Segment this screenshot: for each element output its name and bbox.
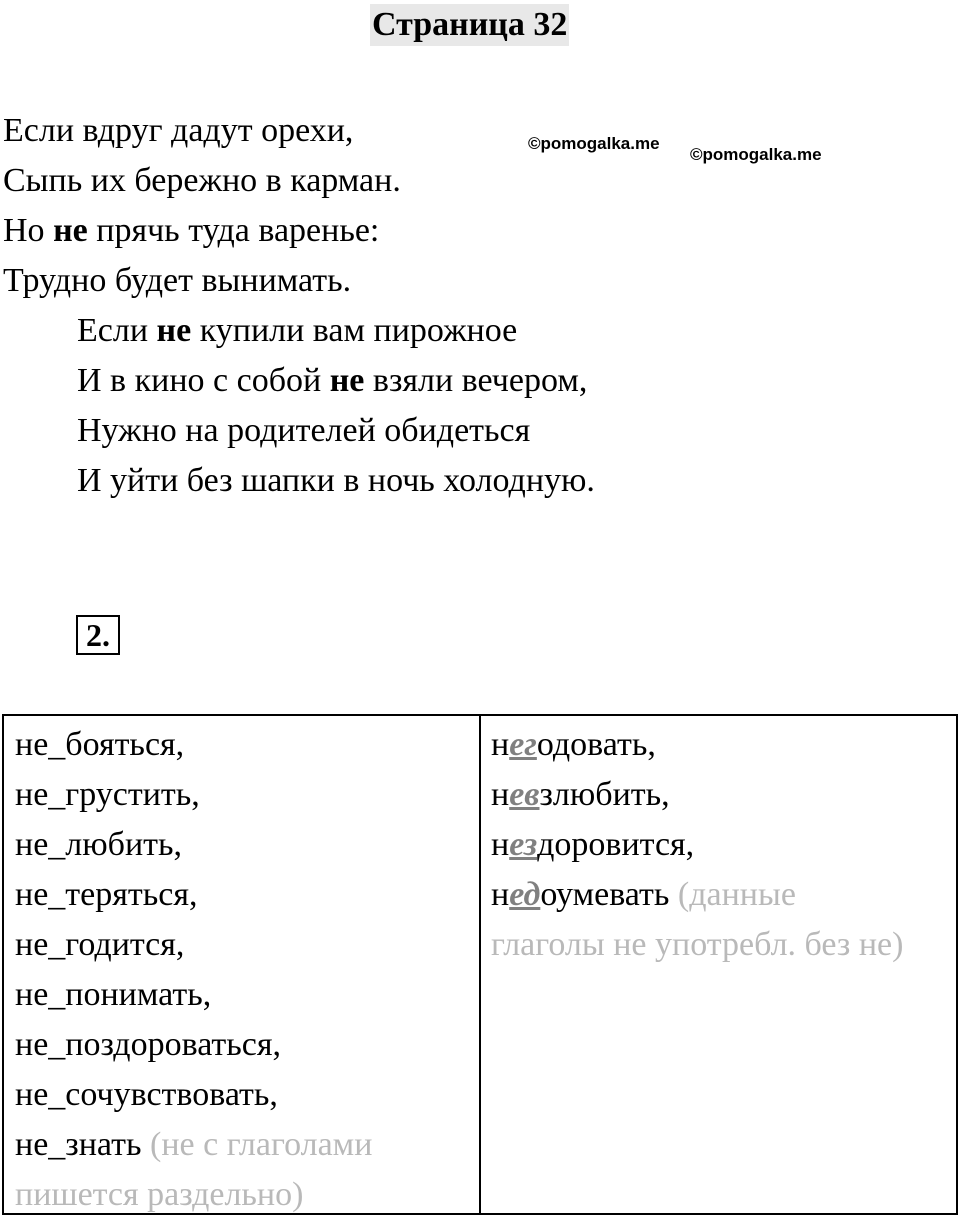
rule-note: глаголы не употребл. без не) (491, 926, 904, 963)
poem-line: Если не купили вам пирожное (77, 312, 518, 349)
table-row: не_любить, (15, 826, 183, 863)
table-row: не_грустить, (15, 776, 200, 813)
table-column-together (481, 716, 956, 1213)
poem-line: Если вдруг дадут орехи, (3, 112, 354, 149)
task-number: 2. (76, 615, 120, 655)
watermark: ©pomogalka.me (528, 134, 660, 153)
poem-line: И уйти без шапки в ночь холодную. (77, 462, 595, 499)
highlighted-letters: ед (509, 876, 541, 913)
table-row: не_поздороваться, (15, 1026, 282, 1063)
poem-line: И в кино с собой не взяли вечером, (77, 362, 588, 399)
page-title: Страница 32 (370, 4, 569, 46)
poem-stanza-1 (3, 106, 401, 306)
table-column-separate (4, 716, 481, 1213)
highlighted-letters: ев (509, 776, 540, 813)
table-row: недоумевать (данные (491, 876, 796, 913)
rule-note: пишется раздельно) (15, 1176, 304, 1213)
highlighted-letters: ез (509, 826, 538, 863)
table-row: нездоровится, (491, 826, 695, 863)
poem-stanza-2 (77, 306, 595, 506)
poem-line: Сыпь их бережно в карман. (3, 162, 401, 199)
table-row: не_сочувствовать, (15, 1076, 278, 1113)
rule-note: (не с глаголами (141, 1126, 373, 1163)
table-row: не_теряться, (15, 876, 198, 913)
table-row: невзлюбить, (491, 776, 670, 813)
table-row: не_бояться, (15, 726, 185, 763)
poem-line: Нужно на родителей обидеться (77, 412, 531, 449)
table-row: не_понимать, (15, 976, 212, 1013)
table-row: не_годится, (15, 926, 185, 963)
poem-line: Трудно будет вынимать. (3, 262, 352, 299)
highlighted-letters: ег (509, 726, 537, 763)
watermark: ©pomogalka.me (690, 145, 822, 164)
table-row: не_знать (не с глаголами (15, 1126, 373, 1163)
poem-line: Но не прячь туда варенье: (3, 212, 380, 249)
rule-note: (данные (669, 876, 796, 913)
table-row: негодовать, (491, 726, 656, 763)
answer-table (2, 714, 958, 1215)
